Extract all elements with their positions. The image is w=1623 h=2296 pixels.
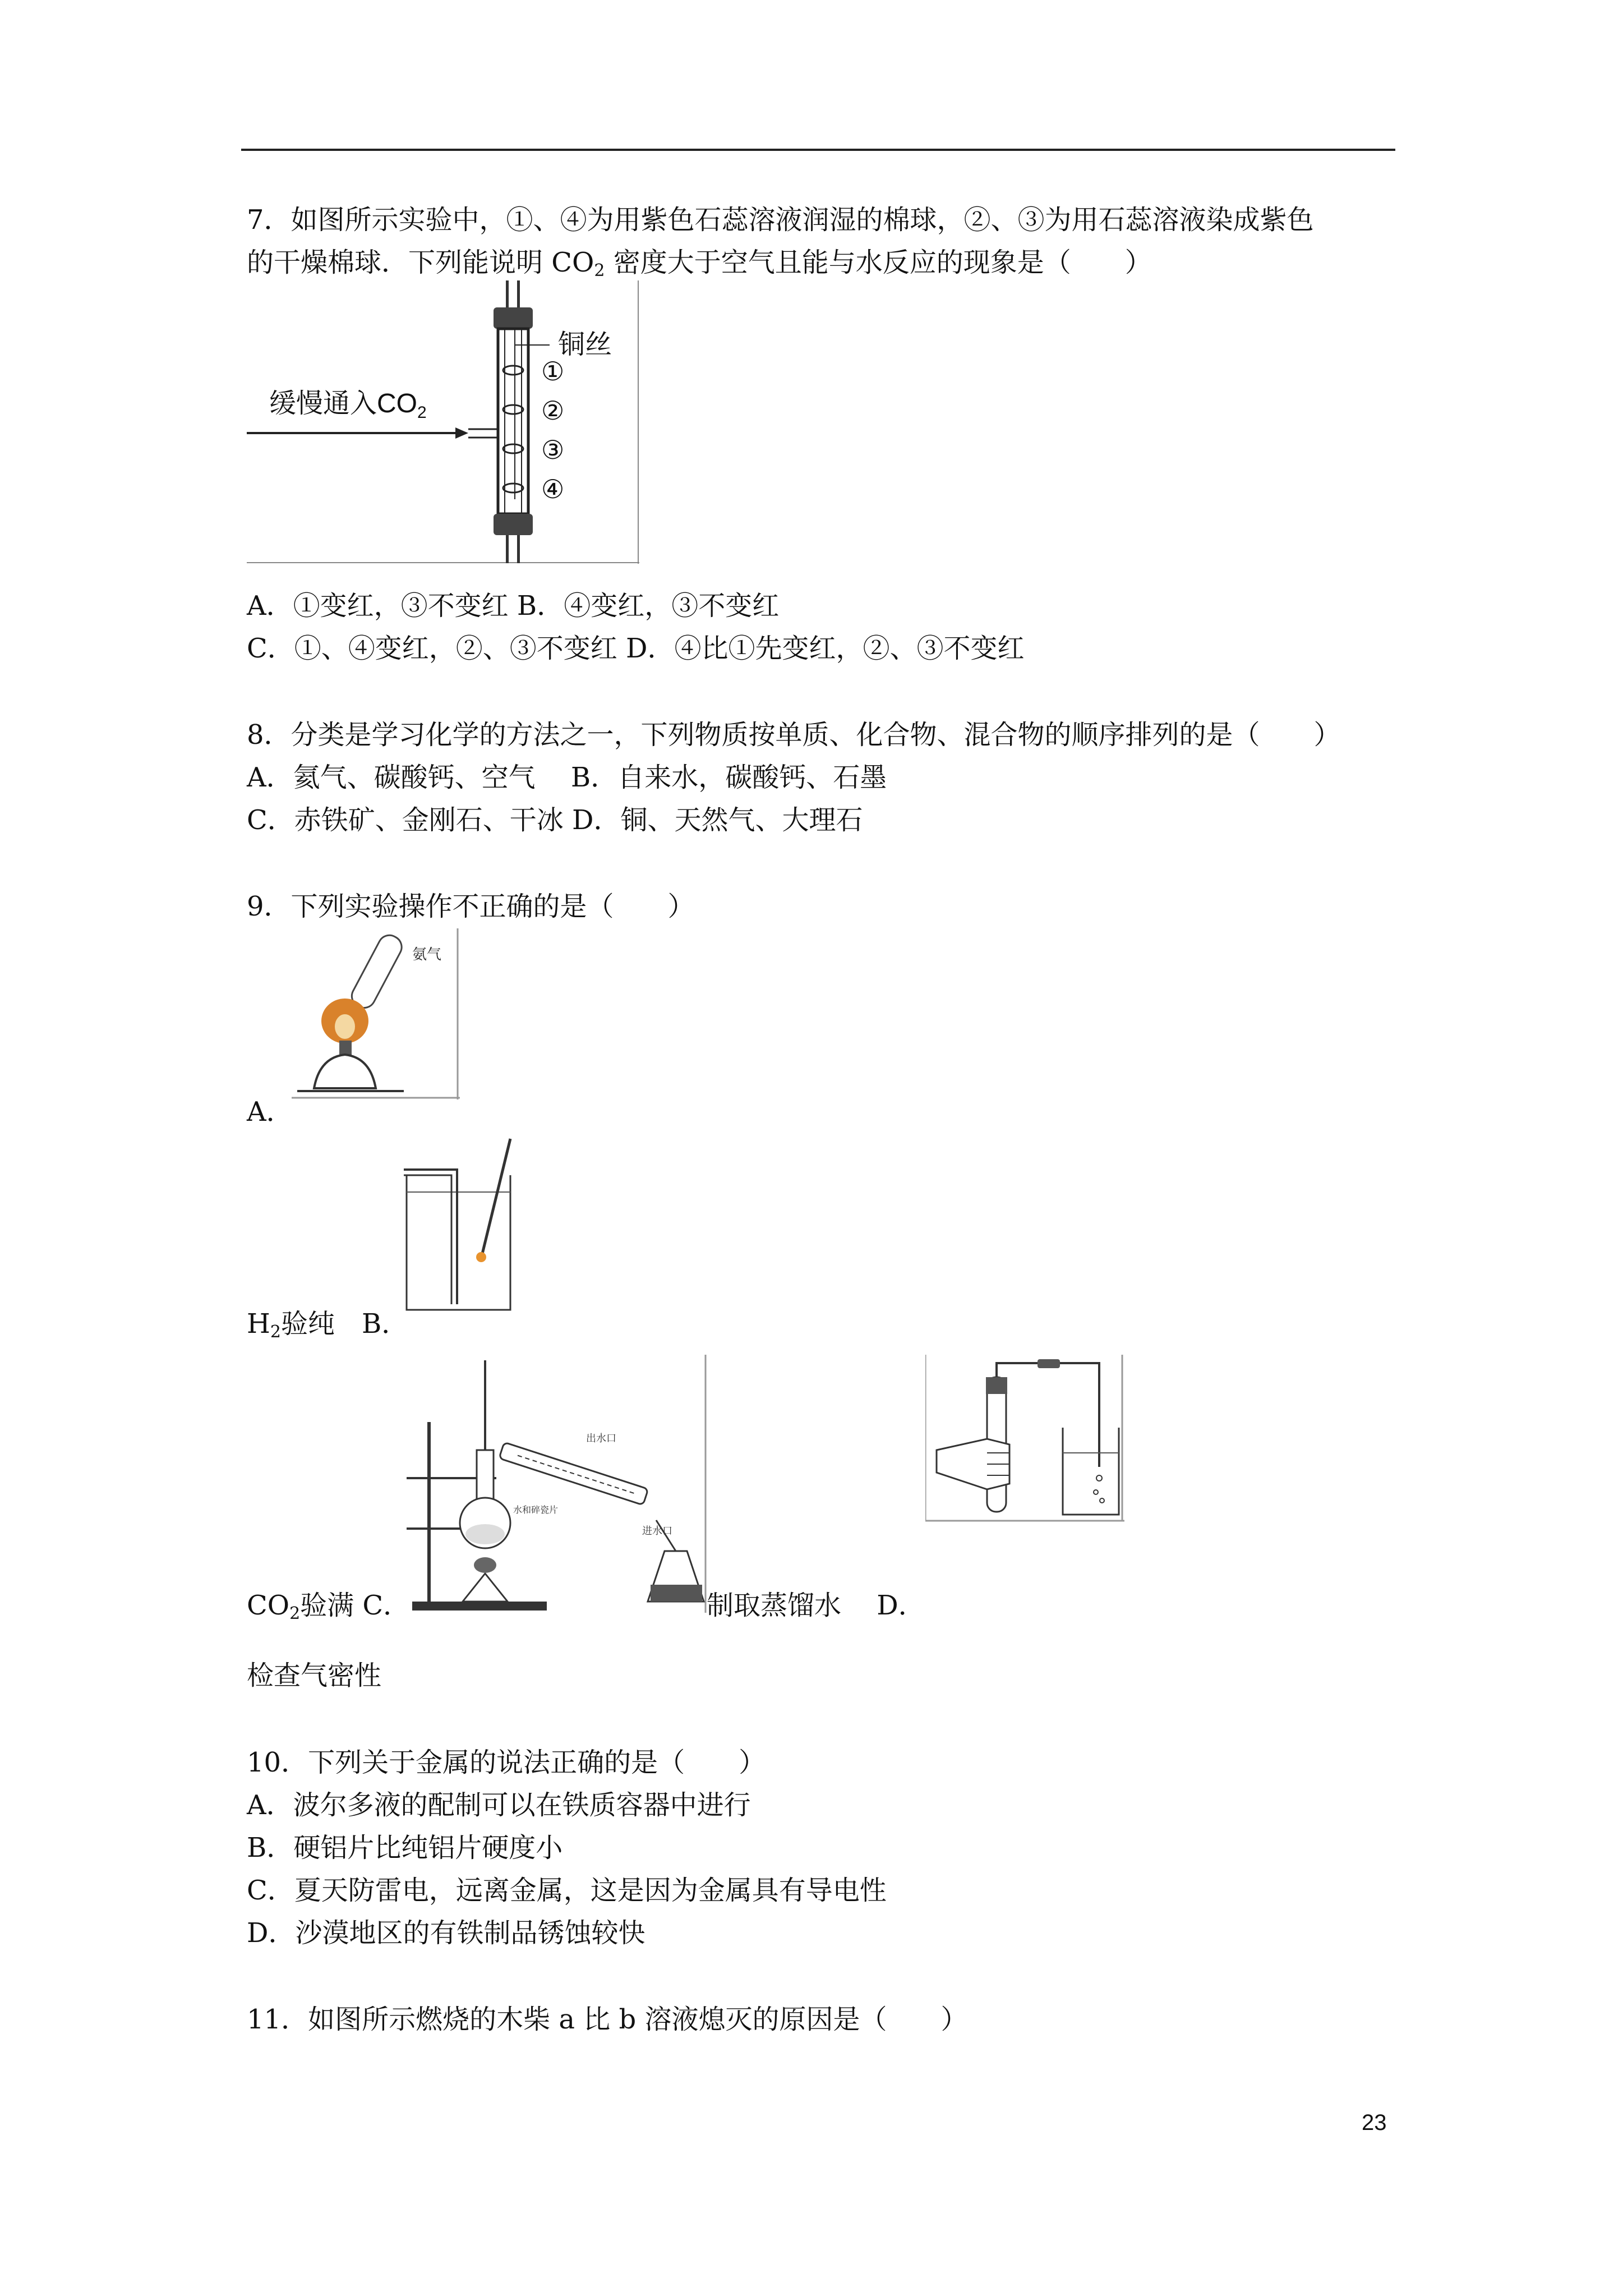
q9-figure-c-distillation [401,1355,707,1613]
q8-stem: 8．分类是学习化学的方法之一，下列物质按单质、化合物、混合物的顺序排列的是（ ） [247,719,1341,751]
ammonia-label: 氨气 [412,946,442,963]
ball-2-marker: ② [541,395,565,426]
page-number: 23 [1362,2110,1387,2135]
q10-option-c: C．夏天防雷电，远离金属，这是因为金属具有导电性 [247,1875,887,1906]
q9-figure-d-airtightness [925,1355,1124,1523]
q7-stem-line2: 的干燥棉球．下列能说明 $CO_2$ 密度大于空气且能与水反应的现象是（ ） [247,247,1152,280]
q8-options-cd: C．赤铁矿、金刚石、干冰 D．铜、天然气、大理石 [247,804,863,836]
water-outlet-label: 出水口 [586,1433,616,1444]
q7-apparatus-figure [247,280,639,564]
q9-stem: 9．下列实验操作不正确的是（ ） [247,891,695,922]
q10-option-b: B．硬铝片比纯铝片硬度小 [247,1832,563,1864]
q9-figure-b-bottle [404,1136,519,1315]
q10-stem: 10．下列关于金属的说法正确的是（ ） [247,1747,766,1778]
q8-options-ab: A．氦气、碳酸钙、空气 B．自来水，碳酸钙、石墨 [247,762,887,793]
ball-4-marker: ④ [541,474,565,504]
q7-stem-line1: 7．如图所示实验中，①、④为用紫色石蕊溶液润湿的棉球，②、③为用石蕊溶液染成紫色 [247,204,1314,236]
q9-option-c-line: $CO_2$验满 C． [247,1590,411,1623]
q9-figure-a-alcohol-lamp [292,928,460,1099]
header-rule [241,149,1395,151]
ball-3-marker: ③ [541,435,565,465]
q10-option-d: D．沙漠地区的有铁制品锈蚀较快 [247,1917,645,1949]
water-and-chips-label: 水和碎瓷片 [513,1506,559,1515]
q7-options-cd: C．①、④变红，②、③不变红 D．④比①先变红，②、③不变红 [247,633,1025,664]
ball-1-marker: ① [541,356,565,386]
q7-options-ab: A．①变红，③不变红 B．④变红，③不变红 [247,590,780,622]
q11-stem: 11．如图所示燃烧的木柴 a 比 b 溶液熄灭的原因是（ ） [247,2004,968,2035]
gas-inlet-label: 缓慢通入$CO_2$ [269,389,427,422]
q9-option-a-label: A． [247,1096,293,1128]
water-inlet-label: 进水口 [642,1525,672,1536]
copper-wire-label: 铜丝 [558,330,612,360]
q9-option-c-caption: 制取蒸馏水 D． [707,1590,925,1621]
q9-option-d-caption: 检查气密性 [247,1660,382,1691]
q10-option-a: A．波尔多液的配制可以在铁质容器中进行 [247,1789,751,1821]
q9-option-b-line: $H_2$验纯 B． [247,1308,409,1342]
